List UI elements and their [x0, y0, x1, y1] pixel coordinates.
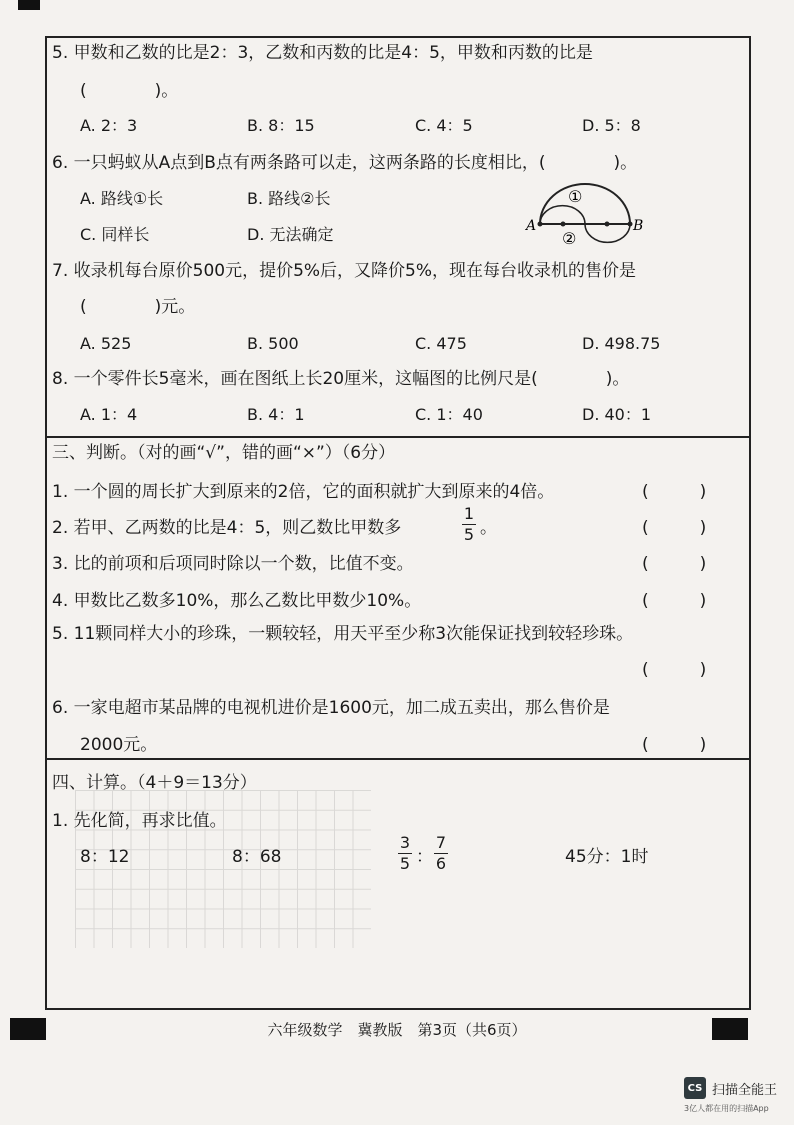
- q8-option-b: B. 4：1: [247, 405, 305, 424]
- q5-option-c: C. 4：5: [415, 116, 473, 135]
- judge-item-6: 6. 一家电超市某品牌的电视机进价是1600元，加二成五卖出，那么售价是: [52, 698, 610, 718]
- q6-option-d: D. 无法确定: [247, 225, 334, 244]
- judge-item-4: 4. 甲数比乙数多10%，那么乙数比甲数少10%。: [52, 591, 422, 611]
- scanner-watermark: [684, 1077, 778, 1113]
- q6-option-c: C. 同样长: [80, 225, 150, 244]
- judge-item-3: 3. 比的前项和后项同时除以一个数，比值不变。: [52, 554, 414, 574]
- question-7-blank: ( )元。: [80, 297, 196, 317]
- cs-logo-icon: CS: [684, 1077, 706, 1099]
- point-b-label: B: [633, 218, 644, 234]
- judge-paren-1[interactable]: ( ): [642, 482, 707, 502]
- q7-option-b: B. 500: [247, 334, 299, 353]
- q7-option-c: C. 475: [415, 334, 467, 353]
- point-a-label: A: [526, 218, 537, 234]
- calc-expr-3-sep: ：: [416, 847, 433, 867]
- route-2-label: ②: [562, 229, 577, 248]
- route-1-label: ①: [568, 187, 583, 206]
- fraction-numerator: 3: [399, 833, 411, 852]
- judge-item-2: 2. 若甲、乙两数的比是4：5，则乙数比甲数多: [52, 518, 402, 538]
- calc-expr-3-frac-a: [398, 834, 412, 873]
- question-8-stem: 8. 一个零件长5毫米，画在图纸上长20厘米，这幅图的比例尺是( )。: [52, 369, 630, 389]
- fraction-denominator: 6: [435, 854, 447, 873]
- q6-option-b: B. 路线②长: [247, 189, 331, 208]
- q8-option-a: A. 1：4: [80, 405, 138, 424]
- q6-option-a: A. 路线①长: [80, 189, 164, 208]
- scanner-tagline: 3亿人都在用的扫描App: [684, 1104, 769, 1113]
- q5-option-b: B. 8：15: [247, 116, 315, 135]
- question-5-blank: ( )。: [80, 81, 179, 101]
- judge-paren-6[interactable]: ( ): [642, 735, 707, 755]
- judge-item-5: 5. 11颗同样大小的珍珠，一颗较轻，用天平至少称3次能保证找到较轻珍珠。: [52, 624, 634, 644]
- ant-route-diagram: [520, 176, 650, 248]
- section-divider: [47, 436, 749, 438]
- scan-marker: [18, 0, 40, 10]
- calc-expr-3-frac-b: [434, 834, 448, 873]
- fraction-denominator: 5: [399, 854, 411, 873]
- q5-option-a: A. 2：3: [80, 116, 138, 135]
- question-5-stem: 5. 甲数和乙数的比是2：3，乙数和丙数的比是4：5，甲数和丙数的比是: [52, 43, 593, 63]
- section-divider: [47, 758, 749, 760]
- judge-item-6-line2: 2000元。: [80, 735, 158, 755]
- judge-paren-3[interactable]: ( ): [642, 554, 707, 574]
- section-3-title: 三、判断。（对的画“√”，错的画“×”）（6分）: [52, 443, 396, 463]
- judge-paren-2[interactable]: ( ): [642, 518, 707, 538]
- q7-option-a: A. 525: [80, 334, 132, 353]
- question-6-stem: 6. 一只蚂蚁从A点到B点有两条路可以走，这两条路的长度相比，( )。: [52, 153, 638, 173]
- judge-paren-5[interactable]: ( ): [642, 660, 707, 680]
- scanner-app-name: 扫描全能王: [712, 1082, 778, 1098]
- q7-option-d: D. 498.75: [582, 334, 661, 353]
- calc-expr-1: 8：12: [80, 847, 130, 867]
- q8-option-c: C. 1：40: [415, 405, 483, 424]
- page-footer: 六年级数学 冀教版 第3页（共6页）: [267, 1021, 527, 1039]
- judge-paren-4[interactable]: ( ): [642, 591, 707, 611]
- judge-2-tail: 。: [480, 518, 497, 538]
- calc-item-1: 1. 先化简，再求比值。: [52, 811, 227, 831]
- judge-2-fraction: [462, 505, 476, 544]
- fraction-numerator: 7: [435, 833, 447, 852]
- section-4-title: 四、计算。（4＋9＝13分）: [52, 773, 257, 793]
- question-7-stem: 7. 收录机每台原价500元，提价5%后，又降价5%，现在每台收录机的售价是: [52, 261, 637, 281]
- calc-expr-4: 45分：1时: [565, 847, 649, 867]
- judge-item-1: 1. 一个圆的周长扩大到原来的2倍，它的面积就扩大到原来的4倍。: [52, 482, 555, 502]
- q5-option-d: D. 5：8: [582, 116, 641, 135]
- fraction-numerator: 1: [463, 504, 475, 523]
- q8-option-d: D. 40：1: [582, 405, 652, 424]
- fraction-denominator: 5: [463, 525, 475, 544]
- calc-expr-2: 8：68: [232, 847, 282, 867]
